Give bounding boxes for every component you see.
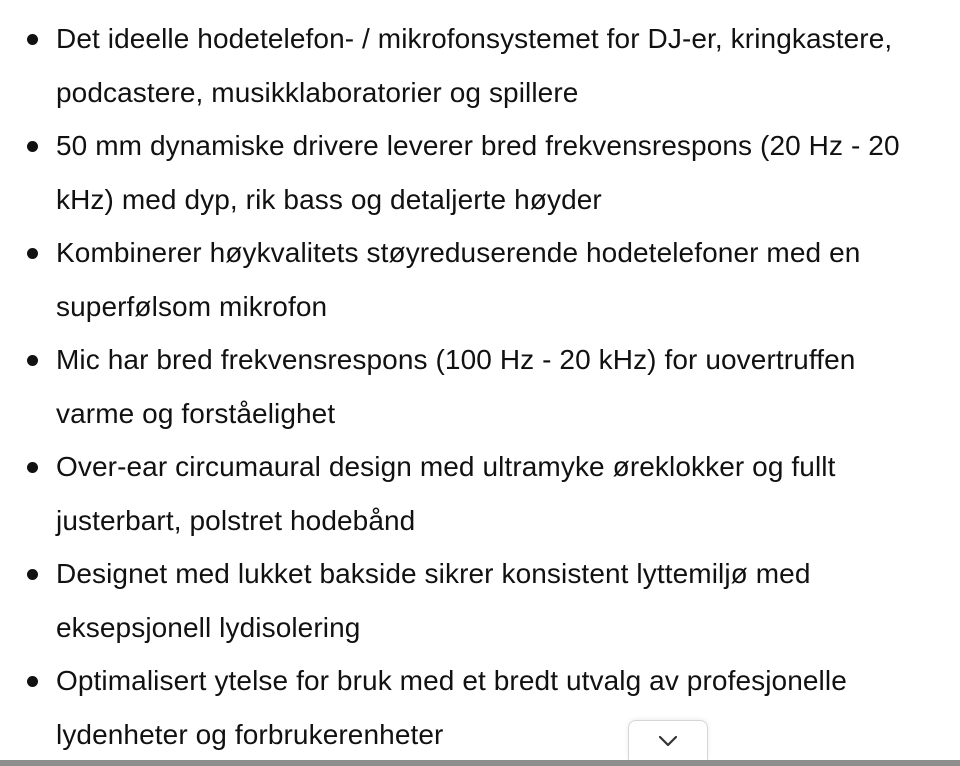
list-item-text: Optimalisert ytelse for bruk med et bredt utvalg av profesjonelle lydenheter og forbrukerenheter bbox=[56, 665, 847, 750]
list-item-text: Kombinerer høykvalitets støyreduserende hodetelefoner med en superfølsom mikrofon bbox=[56, 237, 861, 322]
list-item bbox=[0, 226, 960, 333]
bullet-icon bbox=[27, 676, 38, 687]
list-item-text: Designet med lukket bakside sikrer konsistent lyttemiljø med eksepsjonell lydisolering bbox=[56, 558, 811, 643]
list-item bbox=[0, 547, 960, 654]
list-item-text: Over-ear circumaural design med ultramyke øreklokker og fullt justerbart, polstret hodebånd bbox=[56, 451, 836, 536]
feature-list bbox=[0, 12, 960, 761]
list-item-text: Det ideelle hodetelefon- / mikrofonsystemet for DJ-er, kringkastere, podcastere, musikklaboratorier og spillere bbox=[56, 23, 893, 108]
list-item-text: 50 mm dynamiske drivere leverer bred frekvensrespons (20 Hz - 20 kHz) med dyp, rik bass og detaljerte høyder bbox=[56, 130, 900, 215]
list-item bbox=[0, 440, 960, 547]
bullet-icon bbox=[27, 569, 38, 580]
list-item-text: Mic har bred frekvensrespons (100 Hz - 20 kHz) for uovertruffen varme og forståelighet bbox=[56, 344, 856, 429]
chevron-down-icon bbox=[657, 734, 679, 748]
bullet-icon bbox=[27, 141, 38, 152]
bullet-icon bbox=[27, 248, 38, 259]
scroll-down-button[interactable] bbox=[628, 720, 708, 760]
bullet-icon bbox=[27, 462, 38, 473]
list-item bbox=[0, 654, 960, 761]
bottom-edge-bar bbox=[0, 760, 960, 766]
bullet-icon bbox=[27, 34, 38, 45]
list-item bbox=[0, 12, 960, 119]
list-item bbox=[0, 333, 960, 440]
list-item bbox=[0, 119, 960, 226]
bullet-icon bbox=[27, 355, 38, 366]
